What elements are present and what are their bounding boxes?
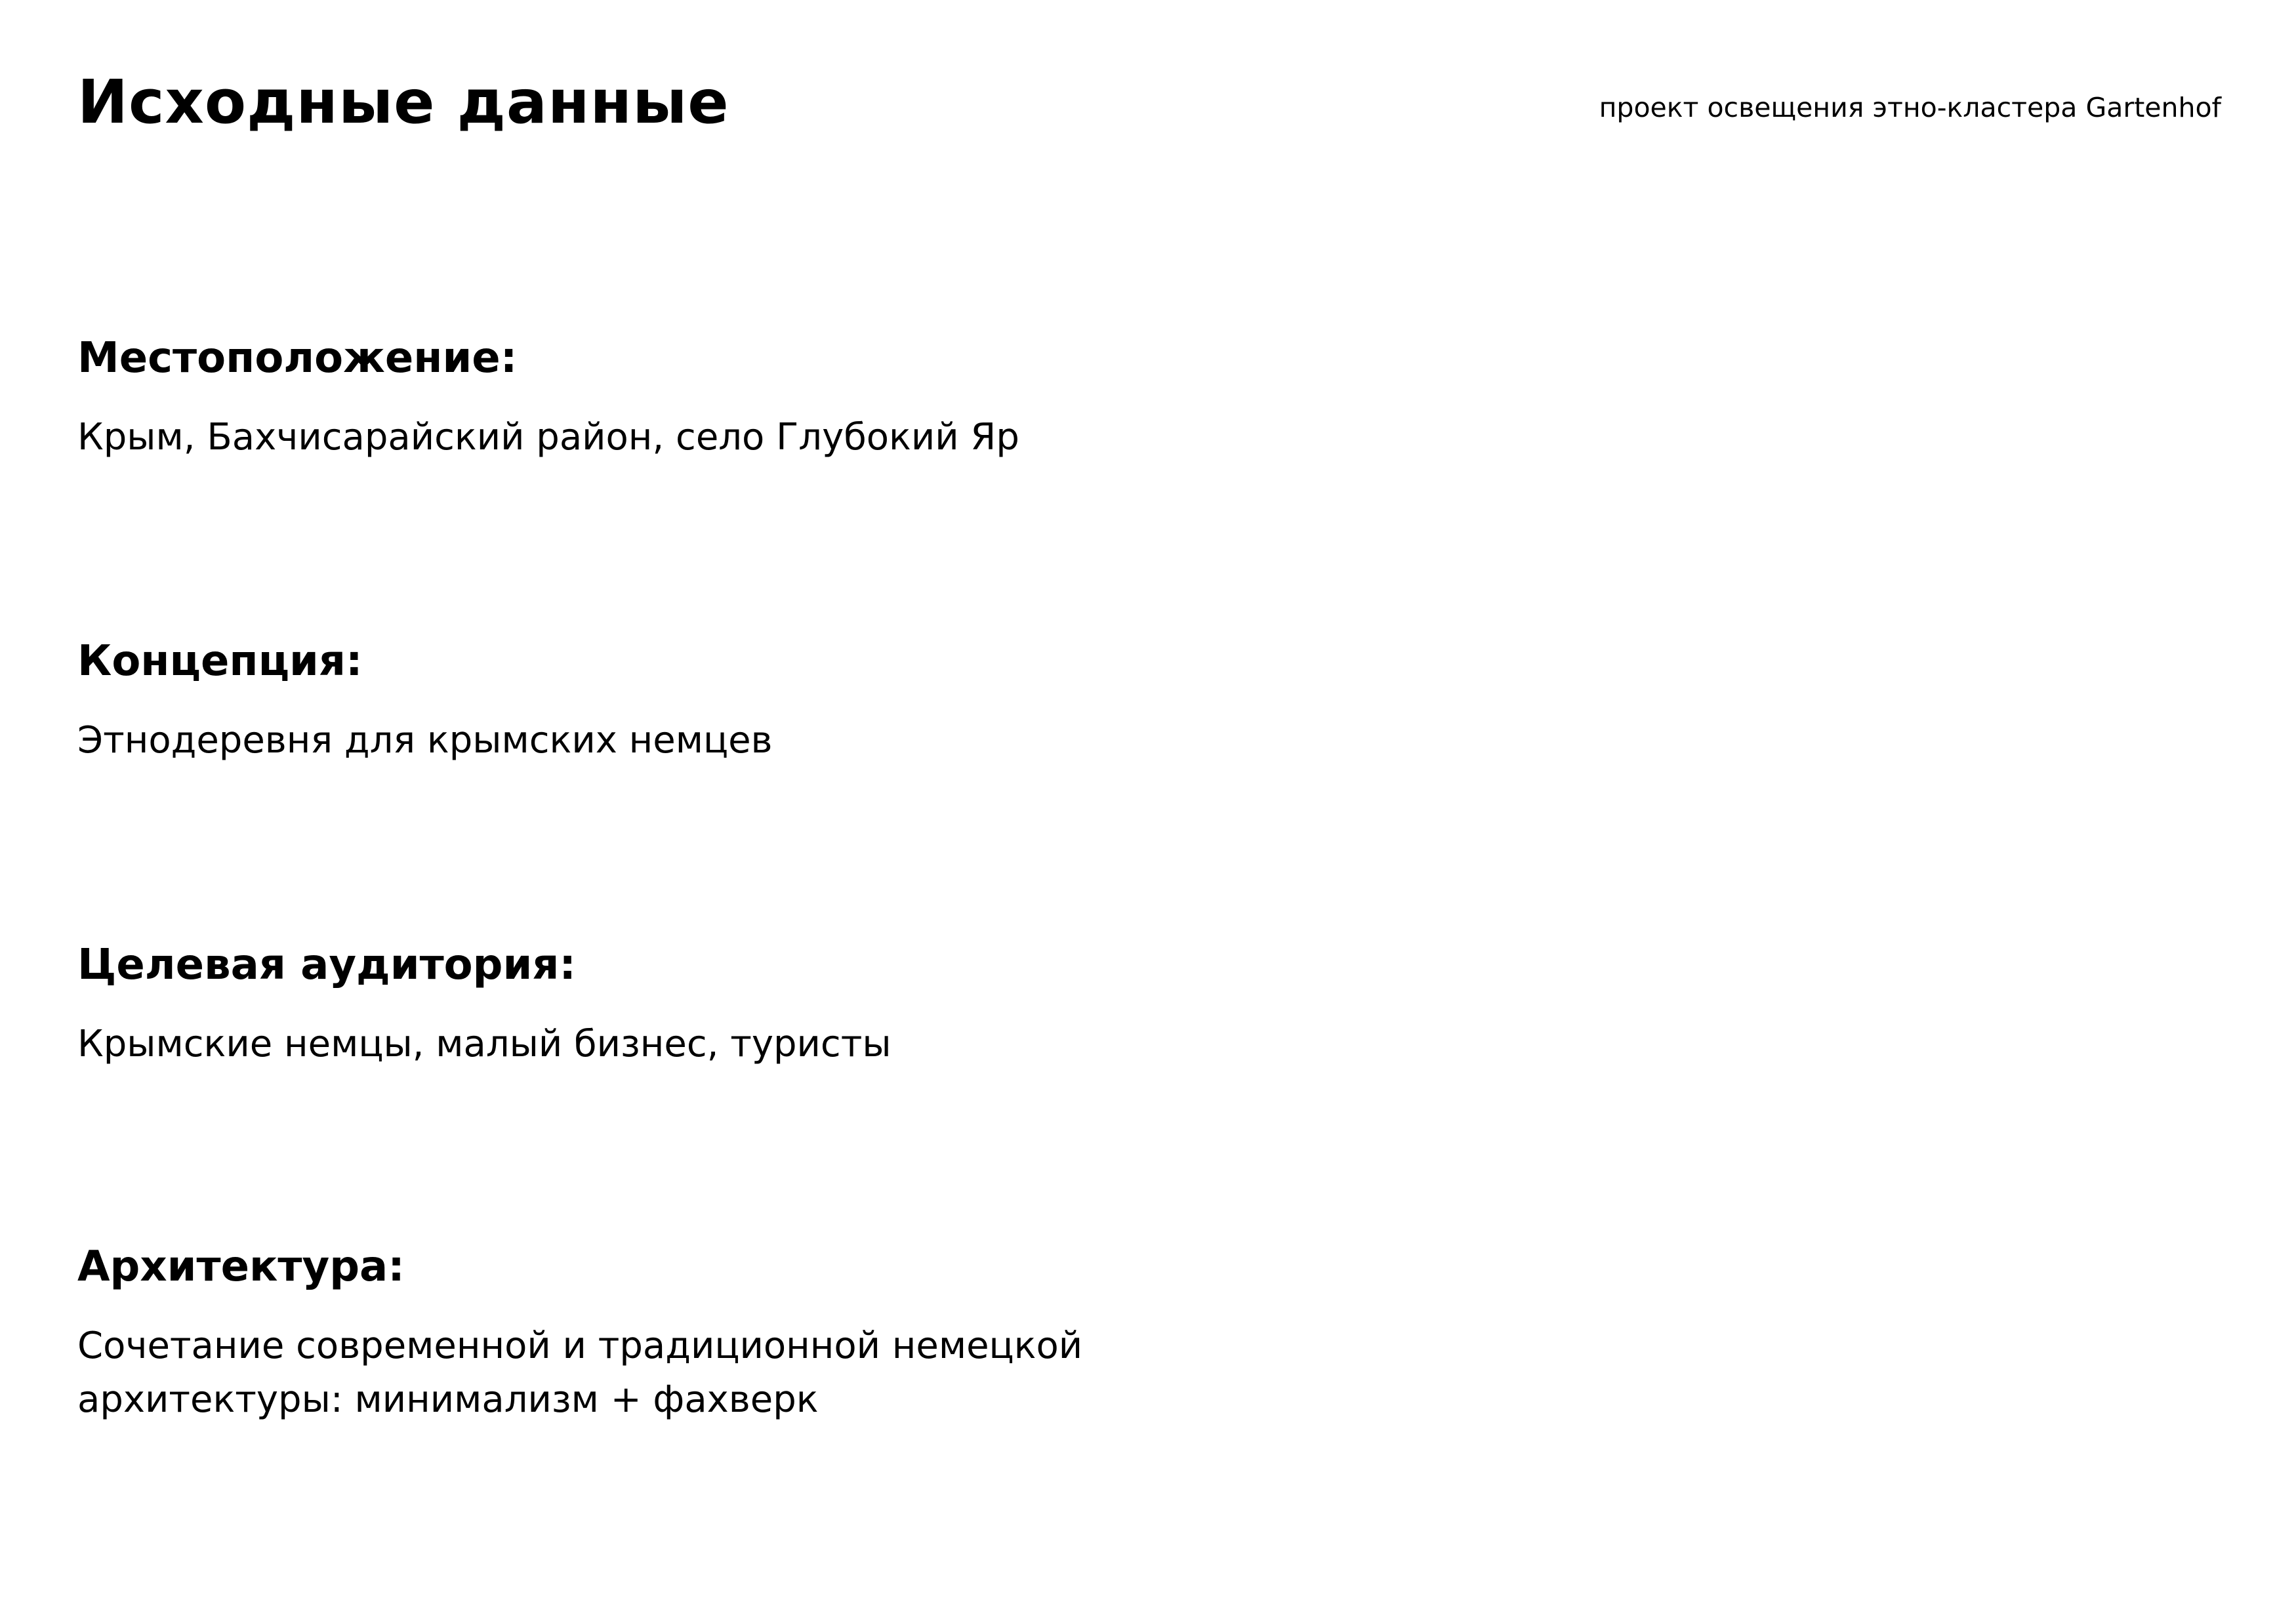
section-label: Концепция: xyxy=(77,637,363,686)
section-label: Местоположение: xyxy=(77,334,518,382)
page-title: Исходные данные xyxy=(77,67,729,137)
section-label: Целевая аудитория: xyxy=(77,941,576,989)
section-text-line: Крым, Бахчисарайский район, село Глубокий Яр xyxy=(77,415,1019,459)
section-concept xyxy=(77,638,773,768)
page-subtitle: проект освещения этно-кластера Gartenhof xyxy=(1599,92,2221,123)
section-text-line: Сочетание современной и традиционной немецкой xyxy=(77,1324,1083,1367)
section-text xyxy=(77,714,773,768)
section-architecture xyxy=(77,1243,1082,1427)
section-text-line: Крымские немцы, малый бизнес, туристы xyxy=(77,1022,892,1065)
section-target-audience xyxy=(77,941,892,1071)
section-location xyxy=(77,335,1019,464)
section-text xyxy=(77,1017,892,1071)
section-text-line: архитектуры: минимализм + фахверк xyxy=(77,1378,819,1421)
section-label: Архитектура: xyxy=(77,1243,405,1291)
section-text xyxy=(77,1319,1082,1427)
section-text xyxy=(77,411,1019,464)
section-text-line: Этнодеревня для крымских немцев xyxy=(77,718,773,762)
